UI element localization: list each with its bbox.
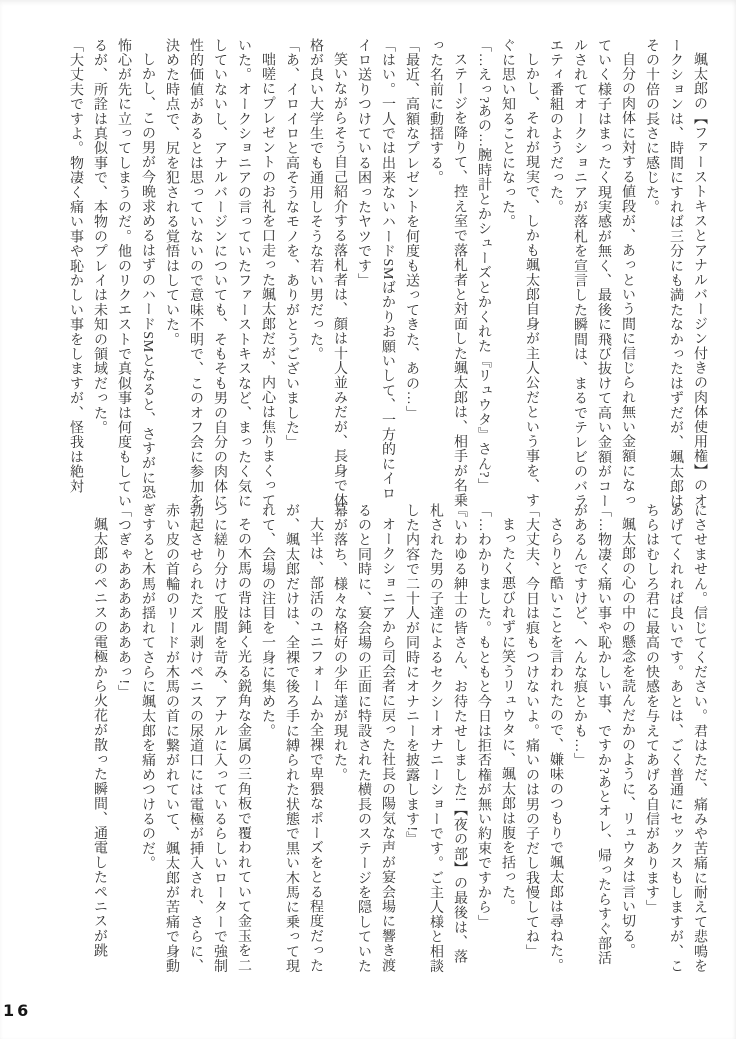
paragraph: 「最近、高額なプレゼントを何度も送ってきた、あの…」 <box>404 38 419 421</box>
paragraph: 颯太郎の【ファーストキスとアナルバージン付きの肉体使用権】のオークションは、時間にすれば三分にも満たなかったはずだが、颯太郎はその十倍の長さに感じた。 <box>644 38 707 509</box>
paragraph: 「…物凄く痛い事や恥かしい事、ですか?あとオレ、帰ったらすぐ部活があるんですけど、へんな痕とかも…」 <box>572 503 611 966</box>
paragraph: にさせません。信じてください。君はただ、痛みや苦痛に耐えて悲鳴をあげてくれれば良いです。あとは、ごく普通にセックスもしますが、こちらはむしろ君に最高の快感を与えてあげる自信があります」 <box>644 503 707 974</box>
paragraph: ステージを降りて、控え室で落札者と対面した颯太郎は、相手が名乗った名前に動揺する。 <box>428 38 467 508</box>
paragraph: 颯太郎の心の中の懸念を読んだかのように、リュウタは言い切る。 <box>620 517 635 958</box>
paragraph: 「あ、イロイロと高そうなモノを、ありがとうございました」 <box>284 38 299 450</box>
top-text-block <box>63 38 711 512</box>
paragraph: 「はい。一人では出来ないハードSMばかりお願いして、一方的にイロイロ送りつけている困ったヤツです」 <box>356 38 395 501</box>
paragraph: 「大丈夫ですよ。物凄く痛い事や恥かしい事をしますが、怪我は絶対 <box>68 38 83 494</box>
paragraph: 「大丈夫、今日は痕もつけないよ。痛いのは男の子だし我慢してね」 <box>524 503 539 959</box>
paragraph: 「つぎゃあああああああっ!」 <box>116 503 131 700</box>
paragraph: 「…わかりました。もともと今日は拒否権が無い約束ですから」 <box>476 503 491 930</box>
paragraph: 咄嗟にプレゼントのお礼を口走った颯太郎だが、内心は焦りまくっていた。オークショニアの言っていたファーストキスなど、まったく気にしていないし、アナルバージンについても、そもそも男の自分の肉体に性的価値があるとは思っていないので意味不明で、このオフ会に参加を決めた時点で、尻を犯される覚悟はしていた。 <box>164 38 275 509</box>
paragraph: さらりと酷いことを言われたので、嫌味のつもりで颯太郎は尋ねた。 <box>548 517 563 973</box>
paragraph: 自分の肉体に対する値段が、あっという間に信じられ無い金額になっていく様子はまったく現実感が無く、最後に飛び抜けて高い金額がコールされてオークショニアが落札を宣言した瞬間は、まるでテレビのバラエティ番組のようだった。 <box>548 38 635 509</box>
page-number: 16 <box>3 1001 32 1020</box>
paragraph: その木馬の背は鈍く光る鋭角な金属の三角板で覆われていて金玉を二つに縒り分けて股間を苛み、アナルに入っているらしいローターで強制勃起させられたズル剥けペニスの尿道口には電極が挿入され、さらに、赤い皮の首輪のリードが木馬の首に繋がれていて、颯太郎が苦痛で身動ぎすると木馬が揺れてさらに颯太郎を痛めつけるのだ。 <box>140 503 251 974</box>
paragraph: オークショニアから司会者に戻った社長の陽気な声が宴会場に響き渡るのと同時に、宴会場の正面に特設された横長のステージを隠していた幕が落ち、様々な格好の少年達が現れた。 <box>332 503 395 974</box>
paragraph: 『いわゆる紳士の皆さん、お待たせしました!【夜の部】の最後は、落札された男の子達によるセクシーオナニーショーです。ご主人様と相談した内容で二十人が同時にオナニーを披露します!』 <box>404 503 467 974</box>
paragraph: 笑いながらそう自己紹介する落札者は、顔は十人並みだが、長身で体格が良い大学生でも通用しそうな若い男だった。 <box>308 38 347 508</box>
paragraph: 「…えっ?あの…腕時計とかシューズとかくれた『リュウタ』さん?」 <box>476 38 491 493</box>
paragraph: しかし、それが現実で、しかも颯太郎自身が主人公だという事を、すぐに思い知ることになった。 <box>500 38 539 508</box>
paragraph: しかし、この男が今晩求めるはずのハードSMとなると、さすがに恐怖心が先に立ってしまうのだ。他のリクエストで真似事は何度もしているが、所詮は真似事で、本物のプレイは未知の領域だった。 <box>92 38 155 509</box>
paragraph: まったく悪びれずに笑うリュウタに、颯太郎は腹を括った。 <box>500 517 515 914</box>
paragraph: 颯太郎のペニスの電極から火花が散った瞬間、通電したペニスが跳 <box>92 517 107 958</box>
paragraph: 大半は、部活のユニフォームか全裸で卑猥なポーズをとる程度だったが、颯太郎だけは、全裸で後ろ手に縛られた状態で黒い木馬に乗って現れて、会場の注目を一身に集めた。 <box>260 503 323 974</box>
bottom-text-block <box>87 503 711 977</box>
